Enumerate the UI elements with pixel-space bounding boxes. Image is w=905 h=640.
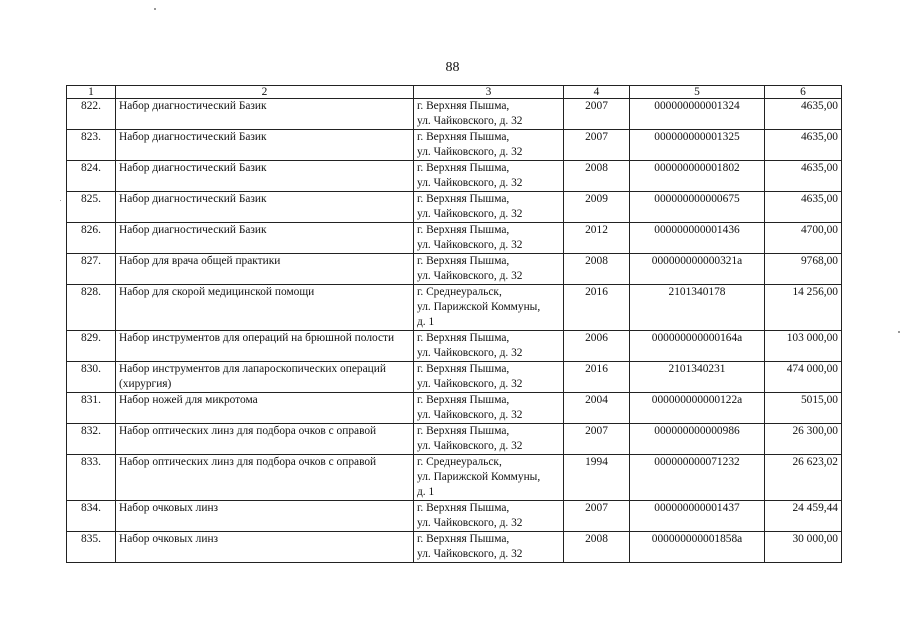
row-number: 825. — [67, 192, 116, 223]
column-header-5: 5 — [630, 86, 765, 99]
inventory-number: 000000000001436 — [630, 223, 765, 254]
address-line: ул. Чайковского, д. 32 — [417, 239, 523, 251]
address-line: д. 1 — [417, 486, 435, 498]
item-year: 2008 — [564, 254, 630, 285]
item-year: 2007 — [564, 501, 630, 532]
item-address — [414, 362, 564, 393]
item-name: Набор очковых линз — [116, 532, 414, 563]
table-row — [67, 455, 842, 501]
item-year: 2012 — [564, 223, 630, 254]
table-row — [67, 223, 842, 254]
row-number: 835. — [67, 532, 116, 563]
address-line: ул. Чайковского, д. 32 — [417, 548, 523, 560]
table-row — [67, 424, 842, 455]
column-header-6: 6 — [765, 86, 842, 99]
scan-speck — [898, 331, 900, 333]
address-line: ул. Чайковского, д. 32 — [417, 177, 523, 189]
address-line: г. Верхняя Пышма, — [417, 502, 510, 514]
table-row — [67, 393, 842, 424]
item-year: 2009 — [564, 192, 630, 223]
inventory-number: 000000000000164а — [630, 331, 765, 362]
address-line: г. Верхняя Пышма, — [417, 224, 510, 236]
item-address — [414, 285, 564, 331]
row-number: 827. — [67, 254, 116, 285]
address-line: г. Верхняя Пышма, — [417, 162, 510, 174]
table-row — [67, 532, 842, 563]
item-name: Набор диагностический Базик — [116, 192, 414, 223]
item-address — [414, 393, 564, 424]
address-line: ул. Чайковского, д. 32 — [417, 378, 523, 390]
inventory-number: 2101340231 — [630, 362, 765, 393]
address-line: г. Верхняя Пышма, — [417, 100, 510, 112]
item-cost: 4635,00 — [765, 161, 842, 192]
header-row — [67, 86, 842, 99]
table-row — [67, 130, 842, 161]
item-name: Набор для скорой медицинской помощи — [116, 285, 414, 331]
item-name: Набор оптических линз для подбора очков с оправой — [116, 455, 414, 501]
item-year: 1994 — [564, 455, 630, 501]
item-name: Набор диагностический Базик — [116, 223, 414, 254]
row-number: 829. — [67, 331, 116, 362]
row-number: 828. — [67, 285, 116, 331]
address-line: г. Среднеуральск, — [417, 286, 502, 298]
table-row — [67, 254, 842, 285]
item-name: Набор инструментов для операций на брюшной полости — [116, 331, 414, 362]
row-number: 824. — [67, 161, 116, 192]
item-cost: 4635,00 — [765, 99, 842, 130]
item-year: 2008 — [564, 161, 630, 192]
address-line: ул. Чайковского, д. 32 — [417, 440, 523, 452]
address-line: ул. Чайковского, д. 32 — [417, 146, 523, 158]
item-address — [414, 455, 564, 501]
item-address — [414, 532, 564, 563]
item-cost: 9768,00 — [765, 254, 842, 285]
column-header-2: 2 — [116, 86, 414, 99]
address-line: г. Верхняя Пышма, — [417, 255, 510, 267]
address-line: г. Верхняя Пышма, — [417, 363, 510, 375]
address-line: г. Верхняя Пышма, — [417, 533, 510, 545]
column-header-1: 1 — [67, 86, 116, 99]
item-year: 2004 — [564, 393, 630, 424]
table-header — [67, 86, 842, 99]
row-number: 826. — [67, 223, 116, 254]
item-address — [414, 99, 564, 130]
item-cost: 26 300,00 — [765, 424, 842, 455]
row-number: 833. — [67, 455, 116, 501]
inventory-number: 000000000000321а — [630, 254, 765, 285]
inventory-number: 000000000000675 — [630, 192, 765, 223]
inventory-number: 000000000001325 — [630, 130, 765, 161]
address-line: ул. Парижской Коммуны, — [417, 471, 541, 483]
address-line: г. Верхняя Пышма, — [417, 394, 510, 406]
inventory-table — [66, 85, 842, 563]
item-year: 2006 — [564, 331, 630, 362]
item-year: 2016 — [564, 362, 630, 393]
row-number: 830. — [67, 362, 116, 393]
row-number: 832. — [67, 424, 116, 455]
item-cost: 4635,00 — [765, 130, 842, 161]
item-name: Набор диагностический Базик — [116, 130, 414, 161]
inventory-number: 000000000001324 — [630, 99, 765, 130]
item-cost: 30 000,00 — [765, 532, 842, 563]
page-number: 88 — [445, 60, 460, 75]
item-year: 2008 — [564, 532, 630, 563]
address-line: д. 1 — [417, 316, 435, 328]
table-row — [67, 161, 842, 192]
item-year: 2007 — [564, 424, 630, 455]
address-line: ул. Парижской Коммуны, — [417, 301, 541, 313]
item-cost: 26 623,02 — [765, 455, 842, 501]
address-line: ул. Чайковского, д. 32 — [417, 208, 523, 220]
address-line: г. Среднеуральск, — [417, 456, 502, 468]
item-name: Набор инструментов для лапароскопических операций (хирургия) — [116, 362, 414, 393]
item-address — [414, 223, 564, 254]
item-cost: 103 000,00 — [765, 331, 842, 362]
item-year: 2007 — [564, 99, 630, 130]
column-header-4: 4 — [564, 86, 630, 99]
item-cost: 14 256,00 — [765, 285, 842, 331]
inventory-number: 000000000001858а — [630, 532, 765, 563]
address-line: ул. Чайковского, д. 32 — [417, 270, 523, 282]
item-address — [414, 130, 564, 161]
table-row — [67, 99, 842, 130]
item-year: 2007 — [564, 130, 630, 161]
item-name: Набор оптических линз для подбора очков с оправой — [116, 424, 414, 455]
scan-speck — [60, 200, 61, 201]
table-body — [67, 99, 842, 563]
item-cost: 4635,00 — [765, 192, 842, 223]
item-address — [414, 161, 564, 192]
item-address — [414, 254, 564, 285]
table-row — [67, 192, 842, 223]
inventory-number: 000000000000122а — [630, 393, 765, 424]
table-row — [67, 331, 842, 362]
column-header-3: 3 — [414, 86, 564, 99]
inventory-number: 000000000000986 — [630, 424, 765, 455]
item-name: Набор ножей для микротома — [116, 393, 414, 424]
item-name: Набор для врача общей практики — [116, 254, 414, 285]
item-address — [414, 501, 564, 532]
inventory-number: 2101340178 — [630, 285, 765, 331]
item-cost: 4700,00 — [765, 223, 842, 254]
row-number: 834. — [67, 501, 116, 532]
address-line: г. Верхняя Пышма, — [417, 425, 510, 437]
address-line: ул. Чайковского, д. 32 — [417, 115, 523, 127]
item-address — [414, 331, 564, 362]
scan-speck — [154, 8, 156, 10]
address-line: г. Верхняя Пышма, — [417, 131, 510, 143]
item-name: Набор диагностический Базик — [116, 161, 414, 192]
item-year: 2016 — [564, 285, 630, 331]
inventory-number: 000000000001802 — [630, 161, 765, 192]
inventory-number: 000000000001437 — [630, 501, 765, 532]
address-line: г. Верхняя Пышма, — [417, 193, 510, 205]
table-row — [67, 501, 842, 532]
item-address — [414, 424, 564, 455]
item-cost: 24 459,44 — [765, 501, 842, 532]
item-address — [414, 192, 564, 223]
address-line: ул. Чайковского, д. 32 — [417, 347, 523, 359]
row-number: 831. — [67, 393, 116, 424]
item-cost: 474 000,00 — [765, 362, 842, 393]
inventory-number: 000000000071232 — [630, 455, 765, 501]
address-line: ул. Чайковского, д. 32 — [417, 517, 523, 529]
address-line: г. Верхняя Пышма, — [417, 332, 510, 344]
item-name: Набор очковых линз — [116, 501, 414, 532]
item-name: Набор диагностический Базик — [116, 99, 414, 130]
table-row — [67, 362, 842, 393]
item-cost: 5015,00 — [765, 393, 842, 424]
table-row — [67, 285, 842, 331]
address-line: ул. Чайковского, д. 32 — [417, 409, 523, 421]
row-number: 822. — [67, 99, 116, 130]
row-number: 823. — [67, 130, 116, 161]
